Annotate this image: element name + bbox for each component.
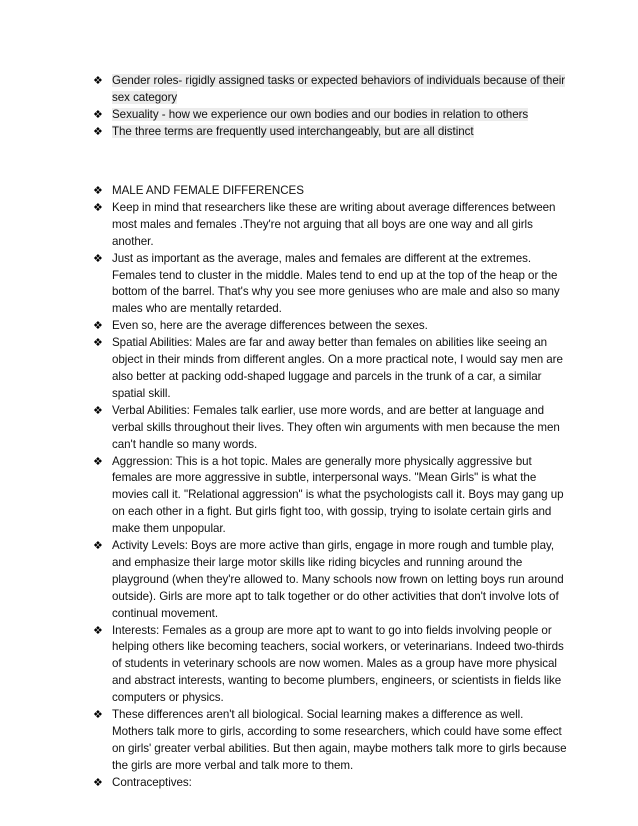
list-item-text: These differences aren't all biological. Social learning makes a difference as well. Mothers talk more to girls, according to some researchers, which could have some effect on girls' greater verbal abilities. But then again, maybe mothers talk more to girls because the girls are more verbal and talk more to them. xyxy=(112,708,567,772)
diamond-bullet-icon: ❖ xyxy=(93,336,103,350)
list-item xyxy=(93,775,568,792)
list-item-text: Aggression: This is a hot topic. Males are generally more physically aggressive but females are more aggressive in subtle, interpersonal ways. "Mean Girls" is what the movies call it. "Relational aggression" is what the psychologists call it. Boys may gang up on each other in a fight. But girls fight too, with gossip, trying to isolate certain girls and make them unpopular. xyxy=(112,454,564,536)
list-item-text: Keep in mind that researchers like these are writing about average differences between most males and females .They're not arguing that all boys are one way and all girls another. xyxy=(112,200,556,248)
diamond-bullet-icon: ❖ xyxy=(93,107,103,121)
list-item xyxy=(93,73,568,107)
diamond-bullet-icon: ❖ xyxy=(93,403,103,417)
list-item-text: Even so, here are the average differences between the sexes. xyxy=(112,319,428,333)
list-item xyxy=(93,623,568,708)
list-item-text: The three terms are frequently used interchangeably, but are all distinct xyxy=(112,124,474,138)
list-item xyxy=(93,251,568,319)
diamond-bullet-icon: ❖ xyxy=(93,539,103,553)
section-heading: MALE AND FEMALE DIFFERENCES xyxy=(112,184,304,197)
list-item xyxy=(93,454,568,539)
list-item xyxy=(93,200,568,251)
list-item-text: Spatial Abilities: Males are far and away better than females on abilities like seeing an object in their minds from different angles. On a more practical note, I would say men are also better at packing odd-shaped luggage and parcels in the trunk of a car, a similar spatial skill. xyxy=(112,336,563,400)
list-item xyxy=(93,335,568,403)
list-item-text: Verbal Abilities: Females talk earlier, use more words, and are better at language and verbal skills throughout their lives. They often win arguments with men because the men can't handle so many words. xyxy=(112,403,560,451)
diamond-bullet-icon: ❖ xyxy=(93,184,103,197)
diamond-bullet-icon: ❖ xyxy=(93,454,103,468)
diamond-bullet-icon: ❖ xyxy=(93,74,103,87)
list-item-text: Sexuality - how we experience our own bodies and our bodies in relation to others xyxy=(112,107,529,121)
diamond-bullet-icon: ❖ xyxy=(93,124,103,138)
diamond-bullet-icon: ❖ xyxy=(93,251,103,265)
list-item-text: Just as important as the average, males and females are different at the extremes. Females tend to cluster in the middle. Males tend to end up at the top of the heap or the bottom of the barrel. That's why you see more geniuses who are male and also so many males who are mentally retarded. xyxy=(112,251,560,316)
diamond-bullet-icon: ❖ xyxy=(93,319,103,333)
list-item xyxy=(93,124,568,141)
top-bullet-list xyxy=(93,73,568,141)
list-item-text: Interests: Females as a group are more apt to want to go into fields involving people or helping others like becoming teachers, social workers, or veterinarians. Indeed two-thirds of students in veterinary schools are now women. Males as a group have more physical and abstract interests, wanting to become plumbers, engineers, or scientists in fields like computers or physics. xyxy=(112,623,564,705)
list-item-text: Activity Levels: Boys are more active than girls, engage in more rough and tumble play, and emphasize their large motor skills like riding bicycles and running around the playground (when they're allowed to. Many schools now frown on letting boys run around outside). Girls are more apt to talk together or do other activities that don't involve lots of continual movement. xyxy=(112,539,564,620)
diamond-bullet-icon: ❖ xyxy=(93,200,103,214)
list-item xyxy=(93,107,568,124)
list-item xyxy=(93,318,568,335)
diamond-bullet-icon: ❖ xyxy=(93,623,103,637)
list-item xyxy=(93,403,568,454)
diamond-bullet-icon: ❖ xyxy=(93,708,103,722)
list-item-text: Contraceptives: xyxy=(112,775,192,789)
list-item-text: Gender roles- rigidly assigned tasks or expected behaviors of individuals because of their sex category xyxy=(112,74,566,104)
main-bullet-list xyxy=(93,183,568,792)
list-item xyxy=(93,707,568,775)
list-item xyxy=(93,538,568,623)
diamond-bullet-icon: ❖ xyxy=(93,775,103,789)
section-heading-item xyxy=(93,183,568,200)
